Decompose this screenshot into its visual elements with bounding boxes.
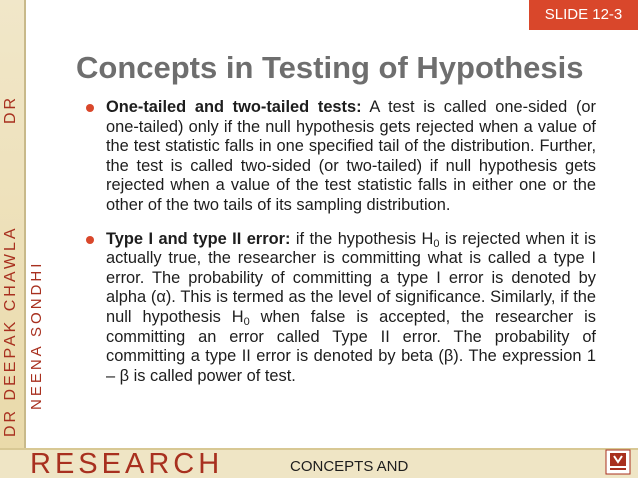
footer-subtitle: CONCEPTS AND [290, 458, 409, 475]
bullet-type-errors [86, 230, 596, 387]
bullet-lead: One-tailed and two-tailed tests: [106, 98, 362, 116]
bullet-dot-icon [86, 104, 94, 112]
bullet-text-part2: is rejected when it is actually true, the researcher is committing what is called a type I error. The probability of committing a type I error is denoted by alpha (α). This is termed as the level of significance. Similarly, if the null hypothesis H [106, 229, 596, 326]
side-author-name: DR DEEPAK CHAWLA [2, 225, 19, 437]
bullet-list [86, 98, 596, 400]
side-coauthor-name: NEENA SONDHI [28, 260, 45, 410]
bullet-lead: Type I and type II error: [106, 229, 291, 248]
bullet-one-tailed-two-tailed [86, 98, 596, 216]
bullet-text-part1: if the hypothesis H [290, 229, 434, 248]
subscript-zero: 0 [433, 237, 440, 250]
footer-book-title: RESEARCH [30, 448, 224, 478]
subscript-zero: 0 [243, 315, 250, 328]
bullet-text-part3: when false is accepted, the researcher is committing an error called Type II error. The probability of committing a type II error is denoted by beta (β). The expression 1 – β is called power of test. [106, 307, 596, 385]
slide-number-badge: SLIDE 12-3 [529, 0, 638, 30]
bullet-text: A test is called one-sided (or one-tailed) only if the null hypothesis gets rejected when a value of the test statistic falls in one specified tail of the distribution. Further, the test is called two-sided (or two-tailed) if null hypothesis gets rejected when a value of the test statistic falls in either one or the other of the two tails of its sampling distribution. [106, 98, 596, 214]
side-author-dr: DR [2, 94, 19, 124]
publisher-logo-icon [605, 449, 631, 475]
bullet-dot-icon [86, 236, 94, 244]
left-divider [24, 0, 26, 448]
slide-title: Concepts in Testing of Hypothesis [76, 50, 584, 85]
